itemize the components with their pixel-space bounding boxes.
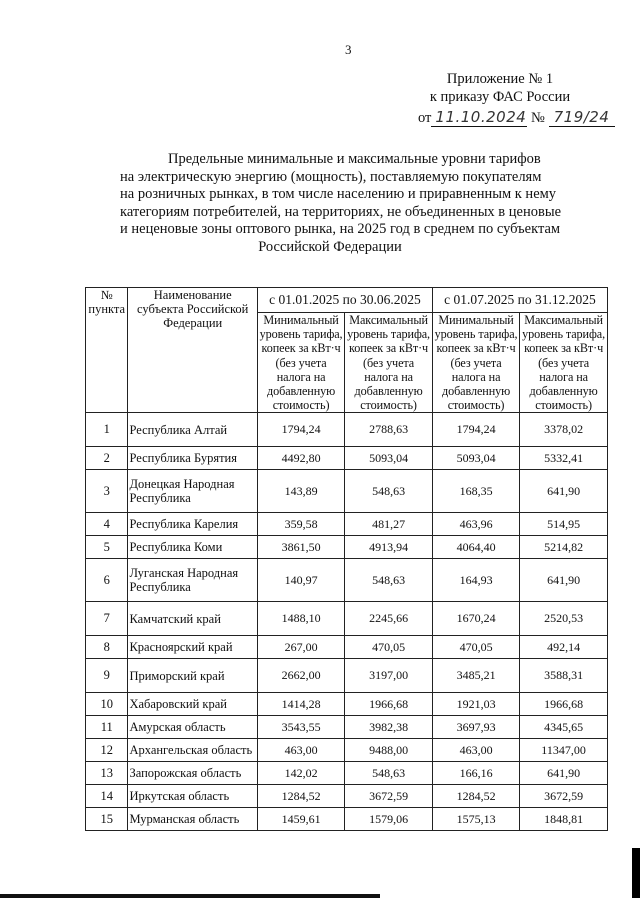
scan-edge-shadow: [0, 894, 380, 898]
min-tariff-h1-cell: 143,89: [257, 470, 344, 513]
table-row: [86, 559, 608, 602]
min-tariff-h1-cell: 140,97: [257, 559, 344, 602]
max-tariff-h1-cell: 2788,63: [345, 413, 433, 447]
item-number-cell: 14: [86, 785, 128, 808]
max-tariff-h2-cell: 641,90: [520, 559, 608, 602]
max-tariff-h2-cell: 492,14: [520, 636, 608, 659]
scan-edge-shadow: [632, 848, 640, 898]
item-number-cell: 2: [86, 447, 128, 470]
min-tariff-h1-cell: 1414,28: [257, 693, 344, 716]
item-number-cell: 6: [86, 559, 128, 602]
header-item-number: № пункта: [86, 288, 128, 413]
item-number-cell: 8: [86, 636, 128, 659]
item-number-cell: 7: [86, 602, 128, 636]
item-number-cell: 3: [86, 470, 128, 513]
max-tariff-h1-cell: 3672,59: [345, 785, 433, 808]
subject-name-cell: Луганская Народная Республика: [128, 559, 258, 602]
max-tariff-h1-cell: 470,05: [345, 636, 433, 659]
title-line: и неценовые зоны оптового рынка, на 2025 год в среднем по субъектам: [120, 221, 561, 237]
min-tariff-h2-cell: 1284,52: [432, 785, 519, 808]
min-tariff-h1-cell: 1794,24: [257, 413, 344, 447]
table-row: [86, 636, 608, 659]
subject-name-cell: Донецкая Народная Республика: [128, 470, 258, 513]
max-tariff-h2-cell: 514,95: [520, 513, 608, 536]
subject-name-cell: Хабаровский край: [128, 693, 258, 716]
min-tariff-h1-cell: 3861,50: [257, 536, 344, 559]
table-row: [86, 785, 608, 808]
max-tariff-h2-cell: 11347,00: [520, 739, 608, 762]
document-title: [120, 151, 562, 256]
max-tariff-h1-cell: 4913,94: [345, 536, 433, 559]
max-tariff-h2-cell: 2520,53: [520, 602, 608, 636]
max-tariff-h2-cell: 1966,68: [520, 693, 608, 716]
min-tariff-h1-cell: 1284,52: [257, 785, 344, 808]
handwritten-date: 11.10.2024: [431, 108, 527, 127]
title-line: на розничных рынках, в том числе населению и приравненным к нему: [120, 186, 557, 202]
header-min-tariff-p1: Минимальный уровень тарифа, копеек за кВт·ч (без учета налога на добавленную стоимость): [257, 313, 344, 413]
min-tariff-h1-cell: 3543,55: [257, 716, 344, 739]
item-number-cell: 13: [86, 762, 128, 785]
min-tariff-h1-cell: 1488,10: [257, 602, 344, 636]
item-number-cell: 11: [86, 716, 128, 739]
min-tariff-h1-cell: 1459,61: [257, 808, 344, 831]
min-tariff-h2-cell: 4064,40: [432, 536, 519, 559]
item-number-cell: 5: [86, 536, 128, 559]
table-row: [86, 693, 608, 716]
max-tariff-h2-cell: 3378,02: [520, 413, 608, 447]
min-tariff-h2-cell: 1575,13: [432, 808, 519, 831]
subject-name-cell: Амурская область: [128, 716, 258, 739]
header-max-tariff-p2: Максимальный уровень тарифа, копеек за кВт·ч (без учета налога на добавленную стоимость): [520, 313, 608, 413]
title-line: на электрическую энергию (мощность), поставляемую покупателям: [120, 168, 542, 185]
appendix-order-reference: к приказу ФАС России: [429, 89, 571, 105]
table-row: [86, 739, 608, 762]
min-tariff-h2-cell: 3697,93: [432, 716, 519, 739]
header-max-tariff-p1: Максимальный уровень тарифа, копеек за кВт·ч (без учета налога на добавленную стоимость): [345, 313, 433, 413]
subject-name-cell: Республика Бурятия: [128, 447, 258, 470]
table-row: [86, 808, 608, 831]
min-tariff-h2-cell: 3485,21: [432, 659, 519, 693]
item-number-cell: 10: [86, 693, 128, 716]
table-row: [86, 470, 608, 513]
subject-name-cell: Мурманская область: [128, 808, 258, 831]
min-tariff-h2-cell: 1921,03: [432, 693, 519, 716]
appendix-header: [400, 70, 600, 106]
min-tariff-h2-cell: 168,35: [432, 470, 519, 513]
table-row: [86, 659, 608, 693]
max-tariff-h2-cell: 5332,41: [520, 447, 608, 470]
min-tariff-h2-cell: 463,96: [432, 513, 519, 536]
min-tariff-h1-cell: 463,00: [257, 739, 344, 762]
max-tariff-h2-cell: 5214,82: [520, 536, 608, 559]
header-min-tariff-p2: Минимальный уровень тарифа, копеек за кВт·ч (без учета налога на добавленную стоимость): [432, 313, 519, 413]
tariff-table: [85, 287, 608, 831]
max-tariff-h1-cell: 548,63: [345, 559, 433, 602]
table-row: [86, 447, 608, 470]
subject-name-cell: Республика Коми: [128, 536, 258, 559]
min-tariff-h1-cell: 142,02: [257, 762, 344, 785]
table-row: [86, 513, 608, 536]
subject-name-cell: Красноярский край: [128, 636, 258, 659]
subject-name-cell: Архангельская область: [128, 739, 258, 762]
table-row: [86, 762, 608, 785]
max-tariff-h2-cell: 3588,31: [520, 659, 608, 693]
item-number-cell: 15: [86, 808, 128, 831]
subject-name-cell: Приморский край: [128, 659, 258, 693]
appendix-title: Приложение № 1: [446, 71, 554, 87]
max-tariff-h1-cell: 2245,66: [345, 602, 433, 636]
title-line: Российской Федерации: [258, 238, 402, 255]
table-row: [86, 413, 608, 447]
item-number-cell: 9: [86, 659, 128, 693]
min-tariff-h1-cell: 2662,00: [257, 659, 344, 693]
min-tariff-h1-cell: 359,58: [257, 513, 344, 536]
title-line: категориям потребителей, на территориях, не объединенных в ценовые: [120, 203, 562, 220]
max-tariff-h1-cell: 3197,00: [345, 659, 433, 693]
item-number-cell: 12: [86, 739, 128, 762]
subject-name-cell: Иркутская область: [128, 785, 258, 808]
max-tariff-h2-cell: 641,90: [520, 762, 608, 785]
min-tariff-h2-cell: 463,00: [432, 739, 519, 762]
max-tariff-h1-cell: 548,63: [345, 470, 433, 513]
table-row: [86, 602, 608, 636]
order-date-number-line: [418, 108, 615, 127]
max-tariff-h1-cell: 3982,38: [345, 716, 433, 739]
from-label: от: [418, 110, 432, 126]
header-subject-name: Наименование субъекта Российской Федерации: [128, 288, 258, 413]
table-row: [86, 536, 608, 559]
header-period-1: с 01.01.2025 по 30.06.2025: [257, 288, 432, 313]
min-tariff-h2-cell: 470,05: [432, 636, 519, 659]
max-tariff-h2-cell: 4345,65: [520, 716, 608, 739]
header-period-2: с 01.07.2025 по 31.12.2025: [432, 288, 607, 313]
max-tariff-h2-cell: 3672,59: [520, 785, 608, 808]
min-tariff-h2-cell: 166,16: [432, 762, 519, 785]
number-label: №: [531, 110, 545, 126]
min-tariff-h2-cell: 5093,04: [432, 447, 519, 470]
max-tariff-h1-cell: 9488,00: [345, 739, 433, 762]
handwritten-order-number: 719/24: [549, 108, 615, 127]
page-number: 3: [345, 42, 352, 57]
table-row: [86, 716, 608, 739]
max-tariff-h1-cell: 1579,06: [345, 808, 433, 831]
subject-name-cell: Запорожская область: [128, 762, 258, 785]
max-tariff-h2-cell: 641,90: [520, 470, 608, 513]
max-tariff-h2-cell: 1848,81: [520, 808, 608, 831]
item-number-cell: 1: [86, 413, 128, 447]
subject-name-cell: Республика Алтай: [128, 413, 258, 447]
subject-name-cell: Республика Карелия: [128, 513, 258, 536]
min-tariff-h2-cell: 1670,24: [432, 602, 519, 636]
subject-name-cell: Камчатский край: [128, 602, 258, 636]
item-number-cell: 4: [86, 513, 128, 536]
min-tariff-h2-cell: 1794,24: [432, 413, 519, 447]
max-tariff-h1-cell: 548,63: [345, 762, 433, 785]
min-tariff-h1-cell: 4492,80: [257, 447, 344, 470]
title-line: Предельные минимальные и максимальные уровни тарифов: [168, 151, 541, 167]
min-tariff-h1-cell: 267,00: [257, 636, 344, 659]
min-tariff-h2-cell: 164,93: [432, 559, 519, 602]
max-tariff-h1-cell: 1966,68: [345, 693, 433, 716]
max-tariff-h1-cell: 5093,04: [345, 447, 433, 470]
max-tariff-h1-cell: 481,27: [345, 513, 433, 536]
